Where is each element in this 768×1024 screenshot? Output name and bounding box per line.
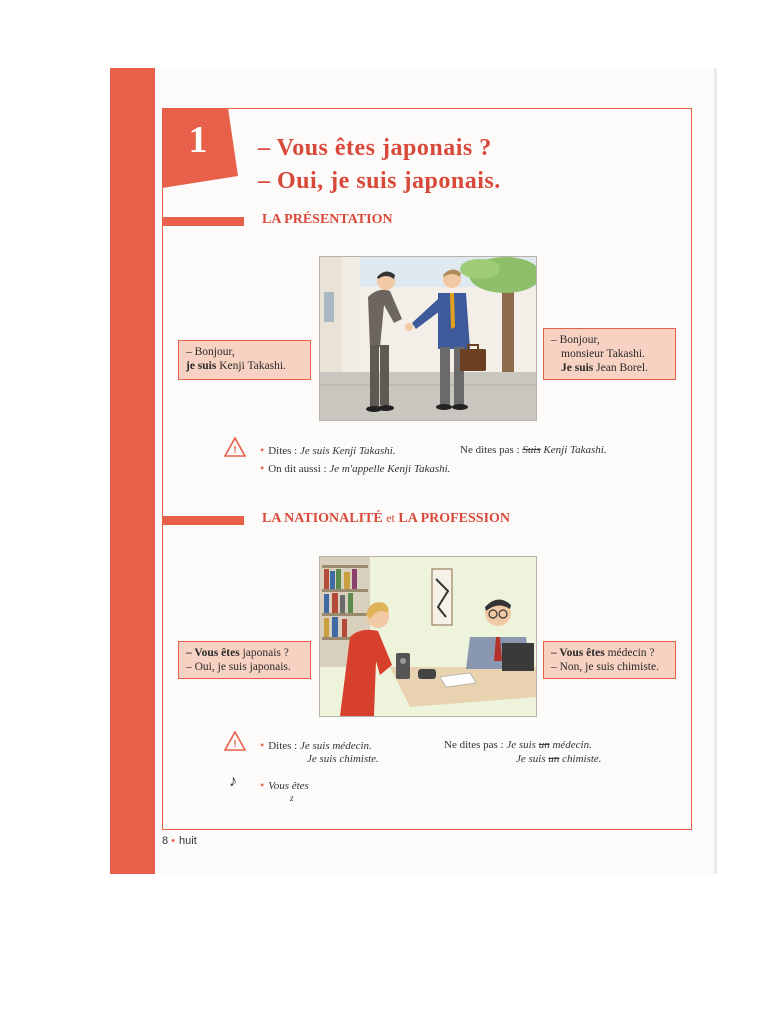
bold-phrase: – Vous êtes — [186, 647, 240, 659]
note-example: Je suis chimiste. — [307, 753, 379, 765]
page-word: huit — [179, 835, 197, 847]
note-example: Je suis Kenji Takashi. — [299, 445, 396, 457]
struck-word: un — [548, 753, 560, 765]
speech-bubble-kenji — [178, 340, 311, 380]
section-title-et: et — [386, 511, 395, 525]
handshake-illustration — [319, 256, 537, 421]
note-example: Je suis — [516, 753, 549, 765]
lesson-number: 1 — [188, 119, 208, 161]
bold-phrase: – Vous êtes — [551, 647, 605, 659]
struck-word: Suis — [522, 444, 541, 456]
lesson-title-line-2: – Oui, je suis japonais. — [258, 168, 501, 194]
note-label: Ne dites pas : — [444, 739, 504, 751]
note-label: On dit aussi : — [268, 463, 327, 475]
bubble-text: Kenji Takashi. — [216, 360, 286, 372]
section-bar-nationalite — [162, 516, 244, 525]
speech-bubble-visitor — [178, 641, 311, 679]
section-title-presentation: LA PRÉSENTATION — [262, 212, 393, 227]
bubble-text: japonais ? — [239, 647, 289, 659]
bubble-text: Jean Borel. — [593, 362, 648, 374]
note-on-dit-aussi — [260, 461, 450, 477]
note-example: Je suis — [506, 739, 539, 751]
bullet-dot: • — [260, 738, 265, 752]
note-liaison — [260, 778, 309, 794]
note-example: Je suis médecin. — [299, 740, 372, 752]
page-footer — [162, 835, 197, 847]
note-example: médecin. — [549, 739, 592, 751]
bubble-line: – Bonjour, — [186, 346, 235, 358]
section-title-part: LA NATIONALITÉ — [262, 511, 383, 526]
note-ne-dites-pas-1 — [460, 443, 607, 458]
music-note-icon: ♪ — [229, 773, 237, 790]
struck-word: un — [538, 739, 550, 751]
bubble-line: monsieur Takashi. — [561, 348, 645, 360]
note-label: Dites : — [268, 445, 298, 457]
bubble-line: – Bonjour, — [551, 334, 600, 346]
note-example: Kenji Takashi. — [540, 444, 607, 456]
left-red-band — [110, 68, 155, 874]
bold-phrase: je suis — [186, 360, 217, 372]
svg-text:!: ! — [233, 445, 237, 456]
note-example: Je m'appelle Kenji Takashi. — [329, 463, 451, 475]
bubble-line: – Oui, je suis japonais. — [186, 661, 291, 673]
section-title-nationalite — [262, 511, 510, 527]
note-dites-2-line2 — [307, 752, 379, 767]
svg-text:!: ! — [233, 739, 237, 750]
speech-bubble-jean — [543, 328, 676, 380]
bullet-dot: • — [260, 461, 265, 475]
bubble-line — [186, 646, 303, 660]
bubble-line — [551, 646, 668, 660]
page-number: 8 — [162, 835, 169, 847]
section-title-part: LA PROFESSION — [398, 511, 511, 526]
note-label: Dites : — [268, 740, 298, 752]
bubble-line: – Non, je suis chimiste. — [551, 661, 659, 673]
note-dites-1 — [260, 443, 396, 459]
office-illustration — [319, 556, 537, 717]
liaison-letter: z — [290, 793, 294, 803]
liaison-example: Vous êtes — [268, 780, 309, 792]
bubble-text: médecin ? — [604, 647, 655, 659]
note-ne-dites-pas-2-line2 — [516, 752, 602, 767]
bubble-line — [551, 361, 668, 375]
note-ne-dites-pas-2 — [444, 738, 592, 753]
section-bar-presentation — [162, 217, 244, 226]
note-label: Ne dites pas : — [460, 444, 520, 456]
bullet-dot: • — [260, 443, 265, 457]
speech-bubble-chemist — [543, 641, 676, 679]
warning-triangle-icon — [224, 731, 246, 756]
bullet-dot: • — [171, 835, 176, 847]
bubble-line — [186, 359, 303, 373]
bullet-dot: • — [260, 778, 265, 792]
lesson-title-line-1: – Vous êtes japonais ? — [258, 135, 492, 161]
bold-phrase: Je suis — [561, 362, 594, 374]
warning-triangle-icon — [224, 437, 246, 462]
note-example: chimiste. — [559, 753, 602, 765]
liaison-mark — [290, 791, 294, 806]
